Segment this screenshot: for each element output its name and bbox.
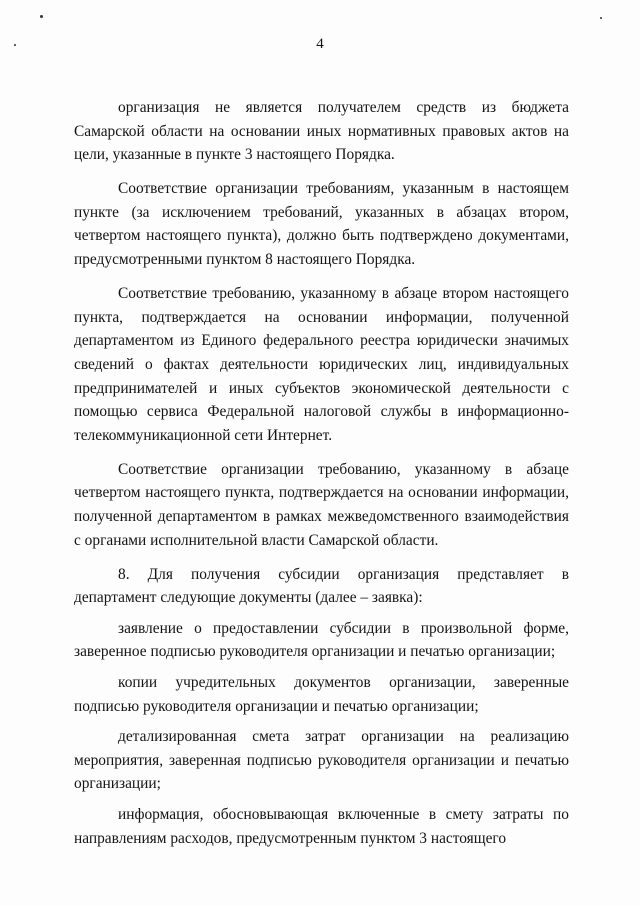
list-item: детализированная смета затрат организации на реализацию мероприятия, заверенная подписью руководителя организации и печатью организации; (74, 728, 569, 793)
paragraph: Соответствие организации требованиям, указанным в настоящем пункте (за исключением требований, указанных в абзацах втором, четвертом настоящего пункта), должно быть подтверждено документами, предусмотренными пунктом 8 настоящего Порядка. (74, 180, 569, 269)
document-body (74, 96, 569, 857)
paragraph: Соответствие организации требованию, указанному в абзаце четвертом настоящего пункта, подтверждается на основании информации, полученной департаментом в рамках межведомственного взаимодействия с органами исполнительной власти Самарской области. (74, 460, 569, 549)
scan-dot (40, 15, 43, 18)
list-item: заявление о предоставлении субсидии в произвольной форме, заверенное подписью руководителя организации и печатью организации; (74, 619, 569, 661)
list-item: информация, обосновывающая включенные в смету затраты по направлениям расходов, предусмотренным пунктом 3 настоящего (74, 806, 569, 847)
paragraph: организация не является получателем средств из бюджета Самарской области на основании иных нормативных правовых актов на цели, указанные в пункте 3 настоящего Порядка. (74, 99, 569, 164)
paragraph: 8. Для получения субсидии организация представляет в департамент следующие документы (далее – заявка): (74, 565, 569, 607)
scan-dot (600, 17, 602, 19)
paragraph: Соответствие требованию, указанному в абзаце втором настоящего пункта, подтверждается на основании информации, полученной департаментом из Единого федерального реестра юридически значимых сведений о фактах деятельности юридических лиц, индивидуальных предпринимателей и иных субъектов экономической деятельности с помощью сервиса Федеральной налоговой службы в информационно-телекоммуникационной сети Интернет. (74, 285, 569, 444)
list-item: копии учредительных документов организации, заверенные подписью руководителя организации и печатью организации; (74, 674, 569, 715)
page-number: 4 (316, 36, 324, 52)
